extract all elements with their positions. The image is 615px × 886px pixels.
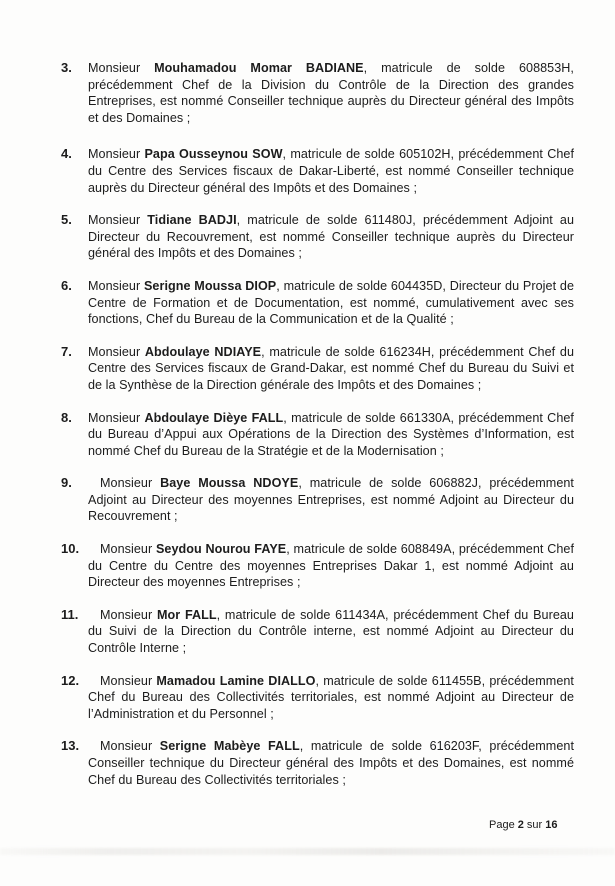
item-text-pre: Monsieur: [88, 213, 148, 228]
item-text-post: , matricule de solde 616234H, précédemment Chef du Centre des Services fiscaux de Grand-Dakar, est nommé Chef du Bureau du Suivi et de la Synthèse de la Direction générale des Impôts et des Domaines ;: [88, 344, 575, 392]
appointments-list-container: [61, 60, 574, 804]
item-text-pre: Monsieur: [100, 739, 160, 754]
item-text: [88, 738, 574, 788]
list-item: [61, 673, 574, 723]
item-number: 10.: [61, 541, 80, 557]
person-name: Abdoulaye NDIAYE: [144, 344, 262, 359]
item-text-pre: Monsieur: [100, 476, 161, 491]
footer-label-page: Page: [489, 819, 518, 831]
item-text: [88, 60, 574, 126]
item-text-post: , matricule de solde 611480J, précédemment Adjoint au Directeur du Recouvrement, est nommé Conseiller technique auprès du Directeur général des Impôts et des Domaines ;: [88, 213, 574, 261]
item-text-post: , matricule de solde 611455B, précédemment Chef du Bureau des Collectivités territoriales, est nommé Adjoint au Directeur de l’Administration et du Personnel ;: [88, 673, 574, 721]
item-text: [88, 673, 574, 723]
item-text-post: , matricule de solde 616203F, précédemment Conseiller technique du Directeur général des Impôts et des Domaines, est nommé Chef du Bureau des Collectivités territoriales ;: [88, 739, 575, 787]
list-item: [61, 541, 574, 591]
person-name: Abdoulaye Dièye FALL: [144, 410, 284, 425]
footer-page-number: 2: [517, 819, 524, 831]
person-name: Baye Moussa NDOYE: [160, 476, 299, 491]
item-text-post: , matricule de solde 604435D, Directeur du Projet de Centre de Formation et de Documentation, est nommé, cumulativement avec ses fonctions, Chef du Bureau de la Communication et de la Qualité ;: [88, 278, 574, 327]
person-name: Seydou Nourou FAYE: [155, 542, 287, 557]
item-text: [88, 146, 574, 196]
list-item: [61, 146, 574, 196]
person-name: Mouhamadou Momar BADIANE: [154, 61, 364, 75]
item-text-pre: Monsieur: [88, 278, 144, 293]
list-item: [61, 60, 574, 126]
list-item: [61, 410, 574, 460]
item-text: [88, 344, 574, 394]
item-text: [88, 278, 574, 328]
item-number: 9.: [61, 475, 72, 491]
item-number: 6.: [61, 277, 72, 293]
item-number: 4.: [61, 146, 72, 162]
item-text-post: , matricule de solde 606882J, précédemment Adjoint au Directeur des moyennes Entreprises, est nommé Adjoint au Directeur du Recouvrement ;: [88, 476, 574, 524]
person-name: Papa Ousseynou SOW: [144, 147, 283, 162]
item-number: 7.: [61, 343, 72, 359]
page-footer: [489, 818, 558, 832]
appointments-list: [61, 60, 574, 788]
item-text-pre: Monsieur: [88, 61, 155, 75]
item-number: 3.: [61, 60, 72, 75]
list-item: [61, 212, 574, 262]
list-item: [61, 607, 574, 657]
scan-artifact-band: [0, 848, 615, 855]
item-text-pre: Monsieur: [88, 410, 145, 425]
item-number: 8.: [61, 409, 72, 425]
list-item: [61, 738, 574, 788]
item-text-pre: Monsieur: [100, 542, 156, 557]
item-text: [88, 410, 574, 460]
list-item: [61, 475, 574, 525]
item-text-post: , matricule de solde 661330A, précédemment Chef du Bureau d’Appui aux Opérations de la Direction des Systèmes d’Information, est nommé Chef du Bureau de la Stratégie et de la Modernisation ;: [88, 410, 574, 458]
item-text-pre: Monsieur: [100, 673, 157, 688]
person-name: Mor FALL: [156, 607, 217, 622]
item-text-pre: Monsieur: [88, 147, 145, 162]
person-name: Serigne Moussa DIOP: [143, 278, 277, 293]
person-name: Serigne Mabèye FALL: [159, 739, 300, 754]
list-item: [61, 278, 574, 328]
person-name: Tidiane BADJI: [147, 213, 237, 228]
item-text-post: , matricule de solde 608853H, précédemment Chef de la Division du Contrôle de la Direction des grandes Entreprises, est nommé Conseiller technique auprès du Directeur général des Impôts et des Domaines ;: [88, 61, 574, 125]
item-number: 5.: [61, 212, 72, 228]
list-item: [61, 344, 574, 394]
footer-label-sur: sur: [523, 819, 546, 831]
item-text-pre: Monsieur: [88, 344, 145, 359]
item-text: [88, 541, 574, 591]
item-text-post: , matricule de solde 611434A, précédemment Chef du Bureau du Suivi de la Direction du Contrôle interne, est nommé Adjoint au Directeur du Contrôle Interne ;: [88, 607, 574, 656]
item-number: 12.: [61, 672, 80, 688]
item-text: [88, 475, 574, 525]
footer-total-pages: 16: [545, 819, 558, 831]
item-number: 11.: [61, 606, 79, 622]
item-text: [88, 212, 574, 262]
item-text-pre: Monsieur: [100, 607, 157, 622]
item-text-post: , matricule de solde 608849A, précédemment Chef du Centre du Centre des moyennes Entreprises Dakar 1, est nommé Adjoint au Directeur des moyennes Entreprises ;: [88, 542, 575, 590]
person-name: Mamadou Lamine DIALLO: [156, 673, 316, 688]
item-text: [88, 607, 574, 657]
item-text-post: , matricule de solde 605102H, précédemment Chef du Centre des Services fiscaux de Dakar-Liberté, est nommé Conseiller technique auprès du Directeur général des Impôts et des Domaines ;: [88, 147, 575, 195]
item-number: 13.: [61, 738, 80, 754]
